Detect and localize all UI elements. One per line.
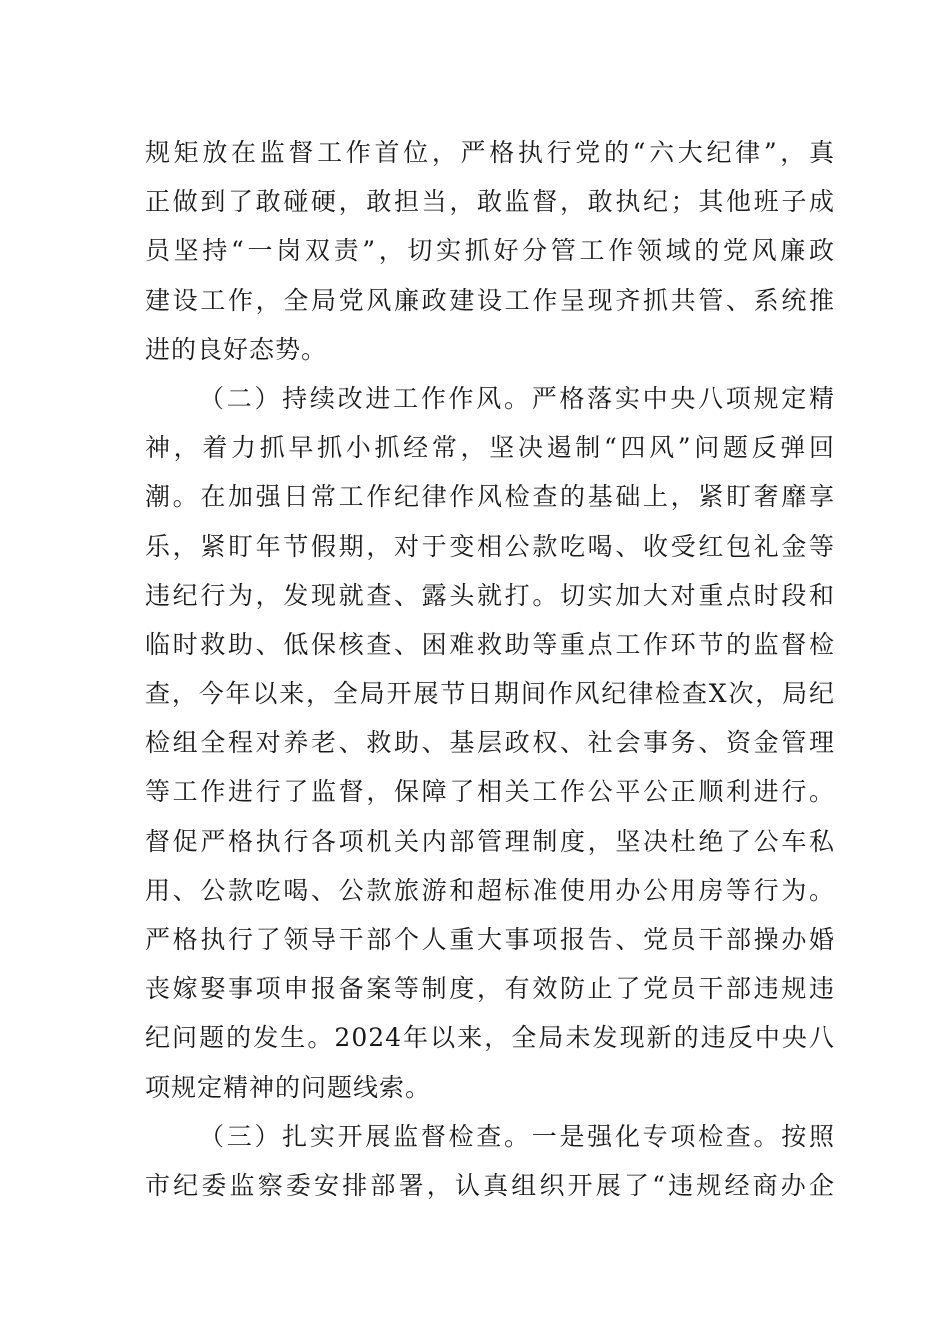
text-line: 纪问题的发生。2024年以来，全局未发现新的违反中央八 xyxy=(145,1023,835,1053)
paragraph-2 xyxy=(145,374,835,1112)
text-line: 神，着力抓早抓小抓经常，坚决遏制“四风”问题反弹回 xyxy=(145,433,835,463)
text-line: 潮。在加强日常工作纪律作风检查的基础上，紧盯奢靡享 xyxy=(145,482,835,512)
paragraph-heading-line: （二）持续改进工作作风。严格落实中央八项规定精 xyxy=(199,383,835,413)
text-line: 查，今年以来，全局开展节日期间作风纪律检查X次，局纪 xyxy=(145,679,835,709)
text-line: 临时救助、低保核查、困难救助等重点工作环节的监督检 xyxy=(145,629,835,659)
text-line: 督促严格执行各项机关内部管理制度，坚决杜绝了公车私 xyxy=(145,826,835,856)
text-line: 违纪行为，发现就查、露头就打。切实加大对重点时段和 xyxy=(145,580,835,610)
text-line: 等工作进行了监督，保障了相关工作公平公正顺利进行。 xyxy=(145,777,835,807)
text-line: 规矩放在监督工作首位，严格执行党的“六大纪律”，真 xyxy=(145,138,835,167)
paragraph-1-continuation xyxy=(145,128,835,374)
text-line: 进的良好态势。 xyxy=(145,334,328,364)
text-line: 严格执行了领导干部个人重大事项报告、党员干部操办婚 xyxy=(145,925,835,954)
text-line: 项规定精神的问题线索。 xyxy=(145,1072,432,1102)
paragraph-3 xyxy=(145,1112,835,1210)
text-line: 员坚持“一岗双责”，切实抓好分管工作领域的党风廉政 xyxy=(145,236,835,266)
paragraph-heading-line: （三）扎实开展监督检查。一是强化专项检查。按照 xyxy=(199,1121,835,1151)
text-line: 乐，紧盯年节假期，对于变相公款吃喝、收受红包礼金等 xyxy=(145,531,835,561)
text-line: 用、公款吃喝、公款旅游和超标准使用办公用房等行为。 xyxy=(145,875,835,905)
text-line: 正做到了敢碰硬，敢担当，敢监督，敢执纪；其他班子成 xyxy=(145,187,835,217)
text-line: 检组全程对养老、救助、基层政权、社会事务、资金管理 xyxy=(145,728,835,758)
text-line: 建设工作，全局党风廉政建设工作呈现齐抓共管、系统推 xyxy=(145,285,835,315)
document-body xyxy=(145,128,835,1210)
text-line: 丧嫁娶事项申报备案等制度，有效防止了党员干部违规违 xyxy=(145,974,835,1004)
text-line: 市纪委监察委安排部署，认真组织开展了“违规经商办企 xyxy=(145,1170,835,1200)
